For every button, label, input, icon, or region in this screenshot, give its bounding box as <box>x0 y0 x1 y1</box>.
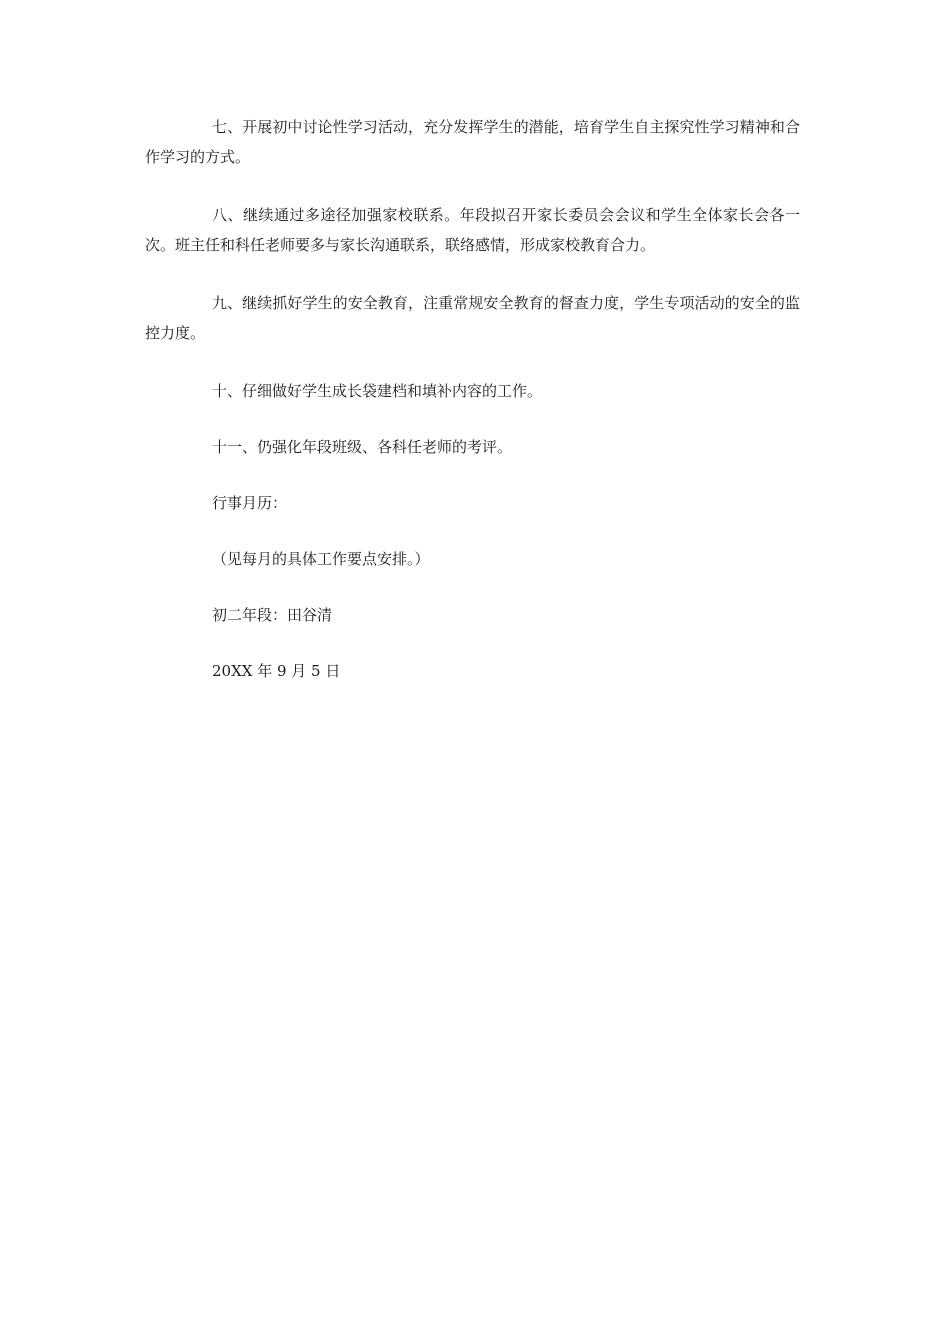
paragraph-item-9: 九、继续抓好学生的安全教育，注重常规安全教育的督查力度，学生专项活动的安全的监控力度。 <box>145 294 800 342</box>
calendar-heading: 行事月历： <box>212 494 288 512</box>
paragraph-item-10: 十、仔细做好学生成长袋建档和填补内容的工作。 <box>212 382 543 400</box>
calendar-note: （见每月的具体工作要点安排。） <box>212 550 430 568</box>
date-line: 20XX 年 9 月 5 日 <box>212 662 341 680</box>
author-line: 初二年段：田谷清 <box>212 606 333 624</box>
document-body <box>145 112 800 712</box>
paragraph-item-11: 十一、仍强化年段班级、各科任老师的考评。 <box>212 438 513 456</box>
paragraph-item-8: 八、继续通过多途径加强家校联系。年段拟召开家长委员会会议和学生全体家长会各一次。班主任和科任老师要多与家长沟通联系，联络感情，形成家校教育合力。 <box>145 206 800 254</box>
paragraph-item-7: 七、开展初中讨论性学习活动，充分发挥学生的潜能，培育学生自主探究性学习精神和合作学习的方式。 <box>145 118 800 166</box>
